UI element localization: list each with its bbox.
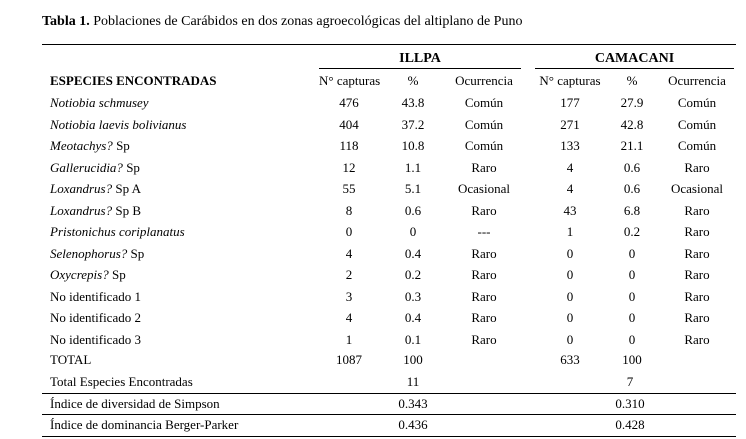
camacani-occurrence: Raro bbox=[684, 267, 710, 282]
illpa-occurrence: Ocasional bbox=[458, 181, 510, 196]
group-header-camacani: CAMACANI bbox=[594, 51, 675, 66]
camacani-percent: 0.6 bbox=[623, 181, 641, 196]
illpa-percent: 0.3 bbox=[404, 288, 422, 304]
species-name bbox=[50, 224, 185, 240]
table-row bbox=[0, 117, 746, 138]
summary-label: Índice de dominancia Berger-Parker bbox=[50, 417, 239, 432]
camacani-percent: 0 bbox=[628, 331, 636, 347]
summary-row-species bbox=[0, 374, 746, 395]
total-camacani-percent: 100 bbox=[622, 352, 642, 367]
illpa-percent: 43.8 bbox=[401, 95, 425, 110]
illpa-captures: 404 bbox=[339, 116, 359, 132]
top-rule bbox=[42, 44, 736, 45]
camacani-percent: 0.6 bbox=[623, 159, 641, 175]
camacani-captures: 0 bbox=[566, 310, 574, 325]
camacani-occurrence: Raro bbox=[684, 310, 710, 325]
species-name-main: Pristonichus coriplanatus bbox=[50, 224, 185, 239]
summary-row-berger-parker bbox=[0, 417, 746, 438]
species-name bbox=[50, 160, 140, 176]
table-row bbox=[0, 203, 746, 224]
illpa-occurrence: Común bbox=[464, 116, 504, 132]
camacani-captures: 0 bbox=[566, 331, 574, 347]
illpa-percent: 0.6 bbox=[404, 202, 422, 218]
table-row bbox=[0, 310, 746, 331]
camacani-occurrence: Común bbox=[677, 95, 717, 110]
illpa-occurrence: Raro bbox=[471, 159, 497, 175]
species-name-suffix: Sp bbox=[127, 245, 145, 261]
summary-label: Índice de diversidad de Simpson bbox=[50, 396, 220, 411]
species-name-main: Notiobia laevis bolivianus bbox=[50, 116, 187, 132]
species-name-suffix: Sp bbox=[112, 138, 130, 153]
header-camacani-captures: N° capturas bbox=[539, 73, 601, 88]
camacani-occurrence: Común bbox=[677, 116, 717, 132]
header-illpa-occurrence: Ocurrencia bbox=[455, 73, 513, 88]
illpa-percent: 10.8 bbox=[401, 138, 425, 153]
summary-camacani-value: 0.428 bbox=[615, 417, 645, 432]
species-name-suffix: Sp bbox=[108, 267, 126, 282]
species-name bbox=[50, 203, 141, 219]
illpa-captures: 55 bbox=[342, 181, 356, 196]
header-camacani-occurrence: Ocurrencia bbox=[668, 73, 726, 88]
illpa-occurrence: Raro bbox=[471, 267, 497, 282]
summary-illpa-value: 11 bbox=[406, 374, 420, 389]
illpa-captures: 8 bbox=[345, 202, 353, 218]
camacani-captures: 133 bbox=[560, 138, 580, 153]
summary-camacani-value: 0.310 bbox=[615, 396, 645, 411]
illpa-percent: 0.2 bbox=[404, 267, 422, 282]
camacani-captures: 4 bbox=[566, 159, 574, 175]
group-underline-camacani bbox=[535, 68, 734, 69]
illpa-percent: 1.1 bbox=[404, 159, 422, 175]
species-name-main: Loxandrus? bbox=[50, 202, 113, 218]
group-header-illpa: ILLPA bbox=[399, 51, 441, 66]
camacani-occurrence: Raro bbox=[684, 245, 710, 261]
illpa-occurrence: Común bbox=[464, 95, 504, 110]
species-name-main: Oxycrepis? bbox=[50, 267, 109, 282]
summary-camacani-value: 7 bbox=[626, 374, 634, 389]
camacani-percent: 0 bbox=[628, 310, 636, 325]
camacani-captures: 43 bbox=[563, 202, 577, 218]
illpa-occurrence: Raro bbox=[471, 331, 497, 347]
species-name-main: No identificado 2 bbox=[50, 310, 141, 325]
table-row bbox=[0, 138, 746, 159]
header-illpa-percent: % bbox=[407, 73, 419, 88]
species-name-main: Loxandrus? bbox=[50, 181, 113, 196]
illpa-percent: 0.4 bbox=[404, 245, 422, 261]
camacani-occurrence: Raro bbox=[684, 288, 710, 304]
summary-divider bbox=[42, 393, 736, 394]
total-illpa-captures: 1087 bbox=[336, 352, 362, 367]
summary-illpa-value: 0.436 bbox=[398, 417, 428, 432]
table-row bbox=[0, 267, 746, 288]
illpa-occurrence: Raro bbox=[471, 288, 497, 304]
illpa-percent: 0.1 bbox=[404, 331, 422, 347]
camacani-occurrence: Raro bbox=[684, 224, 710, 239]
camacani-captures: 0 bbox=[566, 245, 574, 261]
camacani-captures: 0 bbox=[566, 267, 574, 282]
illpa-captures: 12 bbox=[342, 159, 356, 175]
species-name bbox=[50, 289, 141, 305]
camacani-percent: 6.8 bbox=[623, 202, 641, 218]
species-name-suffix: Sp A bbox=[112, 181, 142, 196]
camacani-captures: 0 bbox=[566, 288, 574, 304]
illpa-captures: 4 bbox=[345, 245, 353, 261]
header-illpa-captures: N° capturas bbox=[319, 73, 381, 88]
species-name bbox=[50, 310, 141, 326]
camacani-occurrence: Raro bbox=[684, 202, 710, 218]
group-underline-illpa bbox=[319, 68, 521, 69]
illpa-percent: 37.2 bbox=[401, 116, 425, 132]
total-illpa-percent: 100 bbox=[403, 352, 423, 367]
illpa-occurrence: Raro bbox=[471, 310, 497, 325]
illpa-captures: 476 bbox=[339, 95, 359, 110]
illpa-captures: 0 bbox=[345, 224, 353, 239]
species-name-suffix: Sp bbox=[122, 159, 140, 175]
camacani-occurrence: Raro bbox=[684, 331, 710, 347]
camacani-percent: 0 bbox=[628, 245, 636, 261]
illpa-captures: 1 bbox=[345, 331, 353, 347]
species-name bbox=[50, 181, 141, 197]
species-name-main: Meotachys? bbox=[50, 138, 113, 153]
species-name-main: Gallerucidia? bbox=[50, 159, 123, 175]
species-name bbox=[50, 332, 141, 348]
camacani-percent: 0 bbox=[628, 288, 636, 304]
table-row bbox=[0, 95, 746, 116]
summary-divider bbox=[42, 414, 736, 415]
camacani-captures: 1 bbox=[566, 224, 574, 239]
bottom-rule bbox=[42, 436, 736, 437]
camacani-percent: 0.2 bbox=[623, 224, 641, 239]
illpa-percent: 5.1 bbox=[404, 181, 422, 196]
species-name bbox=[50, 95, 149, 111]
illpa-captures: 118 bbox=[339, 138, 359, 153]
illpa-captures: 2 bbox=[345, 267, 353, 282]
table-caption bbox=[42, 14, 522, 30]
species-name bbox=[50, 138, 130, 154]
camacani-occurrence: Ocasional bbox=[671, 181, 723, 196]
summary-label: Total Especies Encontradas bbox=[50, 374, 193, 389]
table-row bbox=[0, 181, 746, 202]
camacani-occurrence: Raro bbox=[684, 159, 710, 175]
camacani-percent: 27.9 bbox=[620, 95, 644, 110]
total-camacani-captures: 633 bbox=[560, 352, 580, 367]
illpa-percent: 0 bbox=[409, 224, 417, 239]
caption-label: Tabla 1. bbox=[42, 14, 90, 29]
camacani-occurrence: Común bbox=[677, 138, 717, 153]
species-name bbox=[50, 117, 187, 133]
species-name-suffix: Sp B bbox=[112, 202, 142, 218]
species-name bbox=[50, 267, 126, 283]
camacani-captures: 4 bbox=[566, 181, 574, 196]
total-row bbox=[0, 352, 746, 373]
camacani-percent: 21.1 bbox=[620, 138, 644, 153]
species-name bbox=[50, 246, 144, 262]
illpa-occurrence: --- bbox=[477, 224, 491, 239]
table-row bbox=[0, 289, 746, 310]
camacani-captures: 271 bbox=[560, 116, 580, 132]
camacani-captures: 177 bbox=[560, 95, 580, 110]
illpa-percent: 0.4 bbox=[404, 310, 422, 325]
table-row bbox=[0, 224, 746, 245]
header-camacani-percent: % bbox=[626, 73, 638, 88]
camacani-percent: 0 bbox=[628, 267, 636, 282]
species-name-main: No identificado 1 bbox=[50, 288, 141, 304]
total-label: TOTAL bbox=[50, 352, 92, 367]
species-name-main: Notiobia schmusey bbox=[50, 95, 149, 110]
illpa-occurrence: Raro bbox=[471, 245, 497, 261]
header-species: ESPECIES ENCONTRADAS bbox=[50, 73, 217, 88]
caption-text: Poblaciones de Carábidos en dos zonas agroecológicas del altiplano de Puno bbox=[89, 14, 523, 29]
summary-illpa-value: 0.343 bbox=[398, 396, 428, 411]
camacani-percent: 42.8 bbox=[620, 116, 644, 132]
illpa-captures: 4 bbox=[345, 310, 353, 325]
species-name-main: No identificado 3 bbox=[50, 331, 141, 347]
species-name-main: Selenophorus? bbox=[50, 245, 128, 261]
table-row bbox=[0, 332, 746, 353]
table-row bbox=[0, 160, 746, 181]
illpa-occurrence: Raro bbox=[471, 202, 497, 218]
illpa-occurrence: Común bbox=[464, 138, 504, 153]
table-row bbox=[0, 246, 746, 267]
illpa-captures: 3 bbox=[345, 288, 353, 304]
